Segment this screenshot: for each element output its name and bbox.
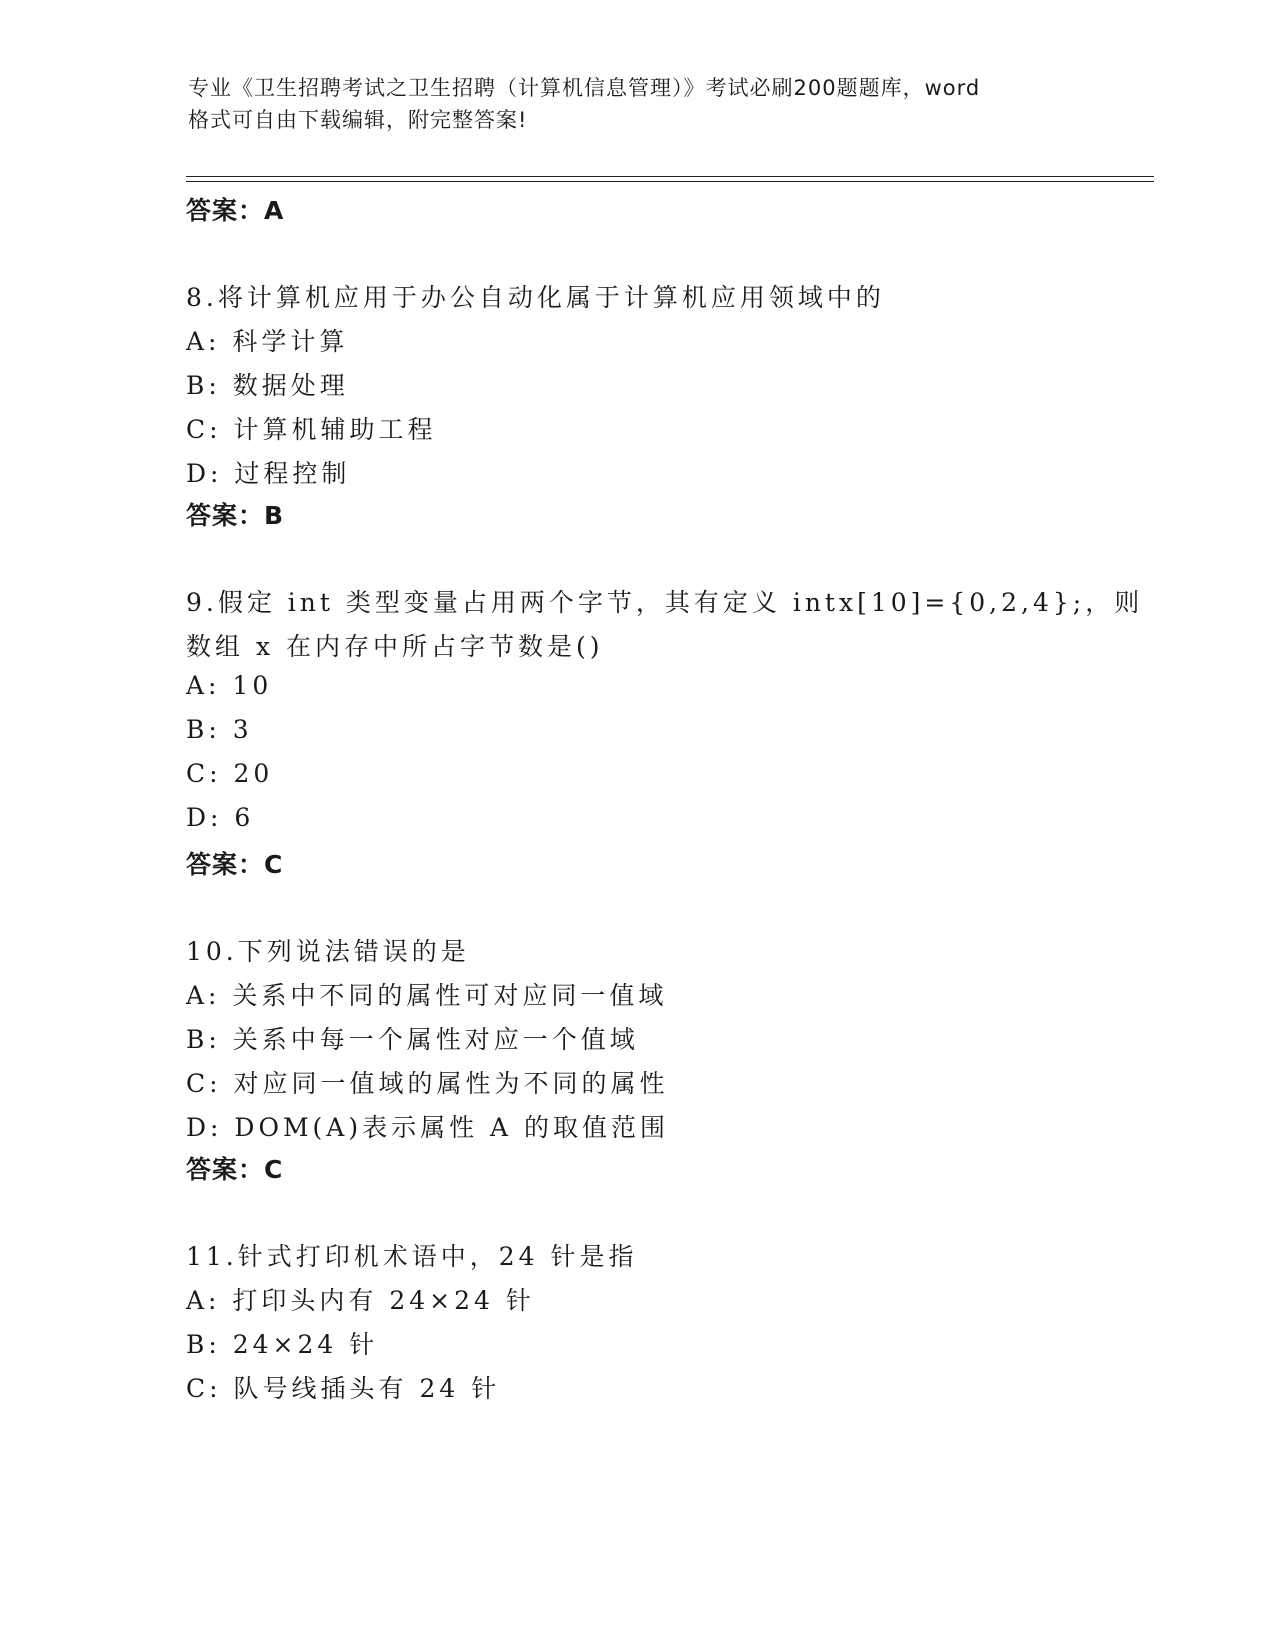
question-9-line-1: 9.假定 int 类型变量占用两个字节，其有定义 intx[10]={0,2,4};，则 xyxy=(186,588,1144,617)
question-10-option-a: A: 关系中不同的属性可对应同一值域 xyxy=(186,981,668,1010)
question-9-option-d: D: 6 xyxy=(186,803,255,832)
question-10-option-b: B: 关系中每一个属性对应一个值域 xyxy=(186,1025,639,1054)
document-header-line-2: 格式可自由下载编辑，附完整答案! xyxy=(188,108,528,132)
header-divider-top xyxy=(186,176,1154,177)
question-10-option-d: D: DOM(A)表示属性 A 的取值范围 xyxy=(186,1113,670,1142)
answer-9: 答案：C xyxy=(186,850,284,879)
question-9-option-c: C: 20 xyxy=(186,759,274,788)
document-header-line-1: 专业《卫生招聘考试之卫生招聘（计算机信息管理）》考试必刷200题题库，word xyxy=(188,76,981,100)
question-10: 10.下列说法错误的是 xyxy=(186,937,470,966)
question-8-option-b: B: 数据处理 xyxy=(186,371,349,400)
question-10-option-c: C: 对应同一值域的属性为不同的属性 xyxy=(186,1069,669,1098)
header-divider-bottom xyxy=(186,181,1154,182)
question-11-option-c: C: 队号线插头有 24 针 xyxy=(186,1374,501,1403)
answer-7: 答案：A xyxy=(186,196,285,225)
question-9-option-a: A: 10 xyxy=(186,671,273,700)
question-8-option-a: A: 科学计算 xyxy=(186,327,349,356)
question-9-line-2: 数组 x 在内存中所占字节数是() xyxy=(186,632,604,661)
question-11: 11.针式打印机术语中，24 针是指 xyxy=(186,1242,638,1271)
question-9-option-b: B: 3 xyxy=(186,715,253,744)
question-11-option-b: B: 24×24 针 xyxy=(186,1330,379,1359)
question-8-option-d: D: 过程控制 xyxy=(186,459,351,488)
question-8-option-c: C: 计算机辅助工程 xyxy=(186,415,437,444)
answer-10: 答案：C xyxy=(186,1155,284,1184)
question-11-option-a: A: 打印头内有 24×24 针 xyxy=(186,1286,535,1315)
question-8: 8.将计算机应用于办公自动化属于计算机应用领域中的 xyxy=(186,283,885,312)
answer-8: 答案：B xyxy=(186,501,285,530)
